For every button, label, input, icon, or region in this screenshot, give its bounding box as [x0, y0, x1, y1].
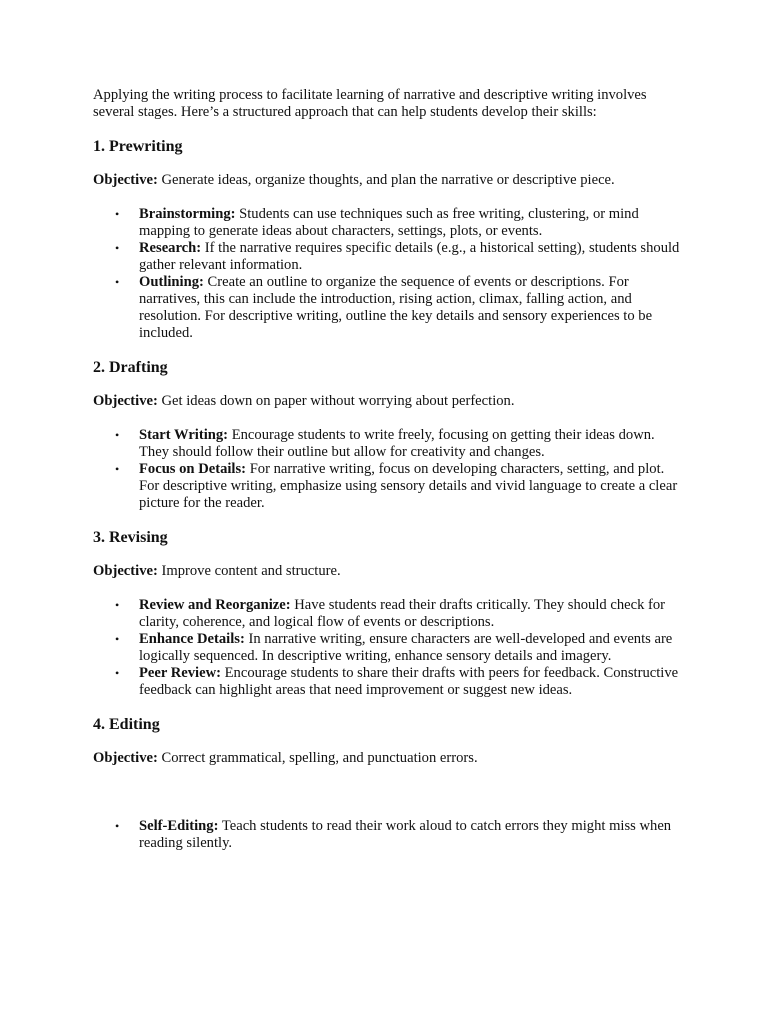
objective-text: Get ideas down on paper without worrying about perfection. [161, 393, 515, 409]
bullet-list [93, 427, 683, 512]
item-term: Review and Reorganize: [139, 597, 291, 613]
item-text: For narrative writing, focus on developing characters, setting, and plot. For descriptive writing, emphasize using sensory details and vivid language to create a clear picture for the reader. [139, 461, 678, 511]
bullet-icon: • [115, 598, 120, 612]
list-item [93, 206, 683, 240]
objective-text: Generate ideas, organize thoughts, and plan the narrative or descriptive piece. [161, 172, 615, 188]
list-item [93, 818, 683, 852]
objective-line [93, 393, 683, 410]
item-term: Start Writing: [139, 427, 229, 443]
bullet-icon: • [115, 666, 120, 680]
objective-label: Objective: [93, 750, 158, 766]
objective-label: Objective: [93, 563, 158, 579]
objective-label: Objective: [93, 172, 158, 188]
section-revising [93, 528, 683, 699]
item-text: In narrative writing, ensure characters are well-developed and events are logically sequenced. In descriptive writing, enhance sensory details and imagery. [139, 631, 673, 664]
item-text: Encourage students to share their drafts with peers for feedback. Constructive feedback can highlight areas that need improvement or suggest new ideas. [139, 665, 679, 698]
item-text: Have students read their drafts critically. They should check for clarity, coherence, and logical flow of events or descriptions. [139, 597, 666, 630]
item-term: Enhance Details: [139, 631, 245, 647]
item-term: Focus on Details: [139, 461, 247, 477]
item-term: Outlining: [139, 274, 204, 290]
list-item [93, 631, 683, 665]
objective-text: Improve content and structure. [161, 563, 341, 579]
section-heading: 1. Prewriting [93, 138, 183, 155]
item-text: Teach students to read their work aloud to catch errors they might miss when reading silently. [139, 818, 672, 851]
objective-label: Objective: [93, 393, 158, 409]
objective-line [93, 172, 683, 189]
bullet-icon: • [115, 241, 120, 255]
item-text: Create an outline to organize the sequence of events or descriptions. For narratives, this can include the introduction, rising action, climax, falling action, and resolution. For descriptive writing, outline the key details and sensory experiences to be included. [139, 274, 653, 341]
list-item [93, 665, 683, 699]
section-editing [93, 715, 683, 852]
objective-text: Correct grammatical, spelling, and punctuation errors. [161, 750, 478, 766]
section-heading: 2. Drafting [93, 359, 168, 376]
bullet-list [93, 206, 683, 342]
list-item [93, 427, 683, 461]
section-prewriting [93, 137, 683, 342]
bullet-icon: • [115, 275, 120, 289]
item-term: Self-Editing: [139, 818, 219, 834]
bullet-icon: • [115, 428, 120, 442]
bullet-icon: • [115, 819, 120, 833]
list-item [93, 240, 683, 274]
section-heading: 3. Revising [93, 529, 168, 546]
item-text: Students can use techniques such as free writing, clustering, or mind mapping to generate ideas about characters, settings, plots, or events. [139, 206, 639, 239]
bullet-icon: • [115, 462, 120, 476]
section-drafting [93, 358, 683, 512]
bullet-icon: • [115, 632, 120, 646]
bullet-list [93, 597, 683, 699]
item-term: Brainstorming: [139, 206, 236, 222]
item-term: Research: [139, 240, 202, 256]
objective-line [93, 750, 683, 767]
list-item [93, 461, 683, 512]
bullet-icon: • [115, 207, 120, 221]
list-item [93, 597, 683, 631]
item-text: Encourage students to write freely, focusing on getting their ideas down. They should follow their outline but allow for creativity and changes. [139, 427, 655, 460]
bullet-list [93, 818, 683, 852]
objective-line [93, 563, 683, 580]
list-item [93, 274, 683, 342]
section-heading: 4. Editing [93, 716, 160, 733]
item-text: If the narrative requires specific details (e.g., a historical setting), students should gather relevant information. [139, 240, 680, 273]
item-term: Peer Review: [139, 665, 221, 681]
document-page [93, 87, 683, 868]
intro-paragraph: Applying the writing process to facilitate learning of narrative and descriptive writing involves several stages. Here’s a structured approach that can help students develop their skills: [93, 87, 647, 120]
